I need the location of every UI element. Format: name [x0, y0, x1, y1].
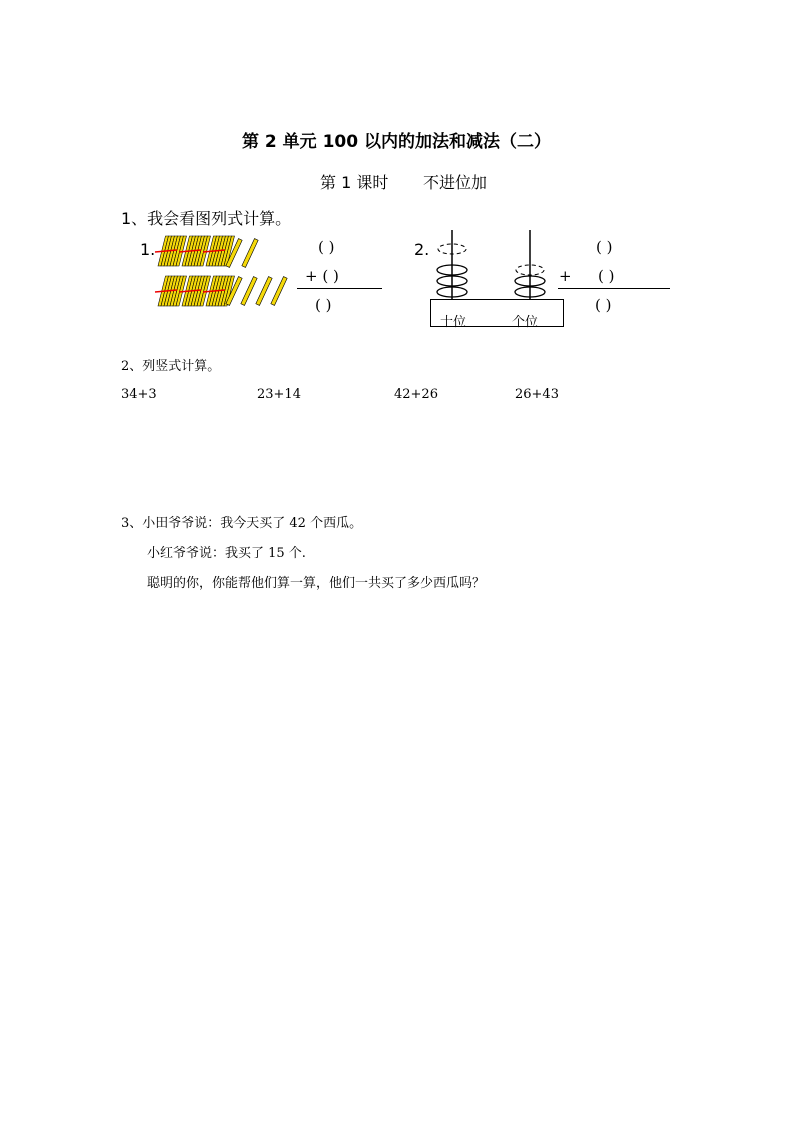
- problem-2-answer-blank-2[interactable]: ( ): [598, 267, 615, 285]
- lesson-topic: 不进位加: [423, 173, 488, 192]
- problem-2-sum-line: [558, 288, 670, 289]
- page-title: 第 2 单元 100 以内的加法和减法（二）: [242, 132, 551, 152]
- question-2-heading: 2、列竖式计算。: [121, 359, 221, 374]
- problem-1-number: 1.: [140, 240, 156, 259]
- vertical-calc-item-1: 34+3: [121, 387, 157, 402]
- problem-1-answer-blank-1[interactable]: ( ): [318, 238, 335, 256]
- tens-place-label: 十位: [440, 315, 467, 330]
- vertical-calc-item-2: 23+14: [257, 387, 301, 402]
- question-3-line-2: 小红爷爷说：我买了 15 个.: [147, 546, 306, 561]
- vertical-calc-item-3: 42+26: [394, 387, 438, 402]
- problem-2-answer-blank-1[interactable]: ( ): [596, 238, 613, 256]
- vertical-calc-item-4: 26+43: [515, 387, 559, 402]
- ones-place-label: 个位: [512, 315, 539, 330]
- problem-2-answer-blank-3[interactable]: ( ): [595, 296, 612, 314]
- problem-1-answer-blank-2[interactable]: + ( ): [305, 267, 339, 285]
- problem-2-number: 2.: [414, 240, 430, 259]
- counting-sticks-illustration: [150, 234, 300, 310]
- question-1-heading: 1、我会看图列式计算。: [121, 209, 292, 228]
- single-stick: [241, 277, 257, 306]
- single-stick: [242, 239, 258, 268]
- problem-2-plus-sign: +: [559, 267, 572, 285]
- problem-1-sum-line: [297, 288, 382, 289]
- single-stick: [271, 277, 287, 306]
- lesson-label: 第 1 课时: [320, 173, 389, 192]
- question-3-line-3: 聪明的你，你能帮他们算一算，他们一共买了多少西瓜吗？: [147, 576, 486, 591]
- problem-1-answer-blank-3[interactable]: ( ): [315, 296, 332, 314]
- question-3-line-1: 3、小田爷爷说：我今天买了 42 个西瓜。: [121, 516, 363, 531]
- single-stick: [256, 277, 272, 306]
